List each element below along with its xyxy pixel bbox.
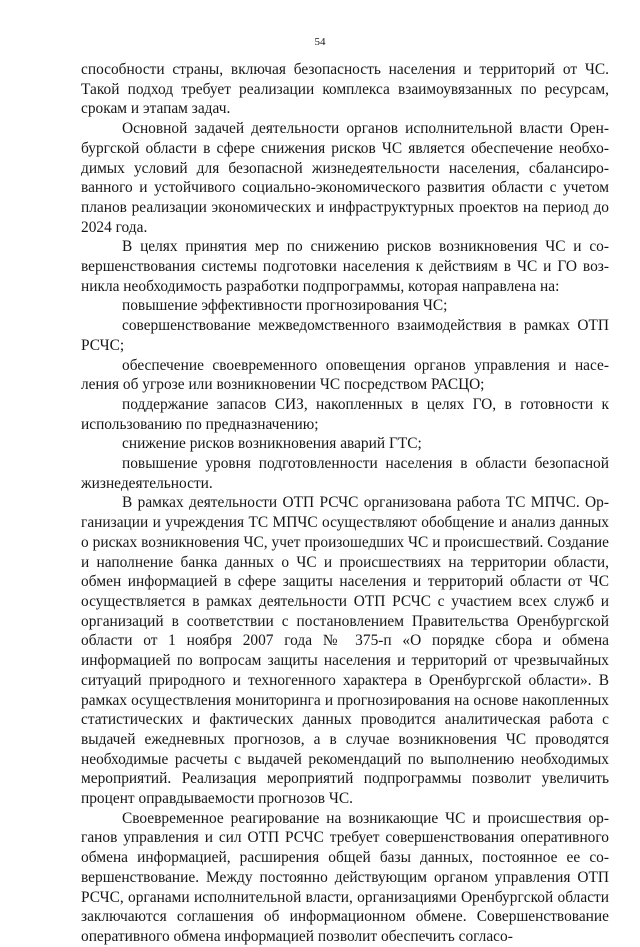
- paragraph-response: Своевременное реагирование на возникающие ЧС и происшествия органов управления и сил ОТП РСЧС требует совершенствования оперативного обмена информацией, расширения общей базы данных, постоянное ее совершенствование. Между постоянно действующим органом управления ОТП РСЧС, органами исполнительной власти, организациями Оренбургской области заключаются соглашения об информационном обмене. Совершенствование оперативного обмена информацией позволит обеспечить согласо-: [81, 809, 609, 945]
- paragraph-main-task: Основной задачей деятельности органов исполнительной власти Оренбургской области в сфере снижения рисков ЧС является обеспечение необходимых условий для безопасной жизнедеятельности населения, сбалансированного и устойчивого социально-экономического развития области с учетом планов реализации экономических и инфраструктурных проектов на период до 2024 года.: [81, 120, 609, 236]
- paragraph-subprogram-purpose: В целях принятия мер по снижению рисков возникновения ЧС и совершенствования системы подготовки населения к действиям в ЧС и ГО возникла необходимость разработки подпрограммы, которая направлена на:: [81, 238, 609, 295]
- list-item-ppe-stocks: поддержание запасов СИЗ, накопленных в целях ГО, в готовности к использованию по предназначению;: [81, 395, 609, 433]
- list-item-warning: обеспечение своевременного оповещения органов управления и населения об угрозе или возникновении ЧС посредством РАСЦО;: [81, 356, 609, 394]
- paragraph-ts-mpchs: В рамках деятельности ОТП РСЧС организована работа ТС МПЧС. Организации и учреждения ТС МПЧС осуществляют обобщение и анализ данных о рисках возникновения ЧС, учет произошедших ЧС и происшествий. Создание и наполнение банка данных о ЧС и происшествиях на территории области, обмен информацией в сфере защиты населения и территорий области от ЧС осуществляется в рамках деятельности ОТП РСЧС с участием всех служб и организаций в соответствии с постановлением Правительства Оренбургской области от 1 ноября 2007 года № 375-п «О порядке сбора и обмена информацией по вопросам защиты населения и территорий от чрезвычайных ситуаций природного и техногенного характера в Оренбургской области». В рамках осуществления мониторинга и прогнозирования на основе накопленных статистических и фактических данных проводится аналитическая работа с выдачей ежедневных прогнозов, а в случае возникновения ЧС проводятся необходимые расчеты с выдачей рекомендаций по выполнению необходимых мероприятий. Реализация мероприятий подпрограммы позволит увеличить процент оправдываемости прогнозов ЧС.: [81, 494, 609, 808]
- body-text: [81, 60, 609, 947]
- list-item-forecasting: повышение эффективности прогнозирования ЧС;: [122, 297, 448, 315]
- list-item-interaction: совершенствование межведомственного взаимодействия в рамках ОТП РСЧС;: [81, 317, 609, 354]
- paragraph-continuation: способности страны, включая безопасность населения и территорий от ЧС. Такой подход требует реализации комплекса взаимоувязанных по ресурсам, срокам и этапам задач.: [81, 61, 609, 118]
- list-item-hydro-risk: снижение рисков возникновения аварий ГТС;: [122, 435, 422, 453]
- list-item-preparedness: повышение уровня подготовленности населения в области безопасной жизнедеятельности.: [81, 455, 609, 492]
- page-number: 54: [314, 36, 326, 48]
